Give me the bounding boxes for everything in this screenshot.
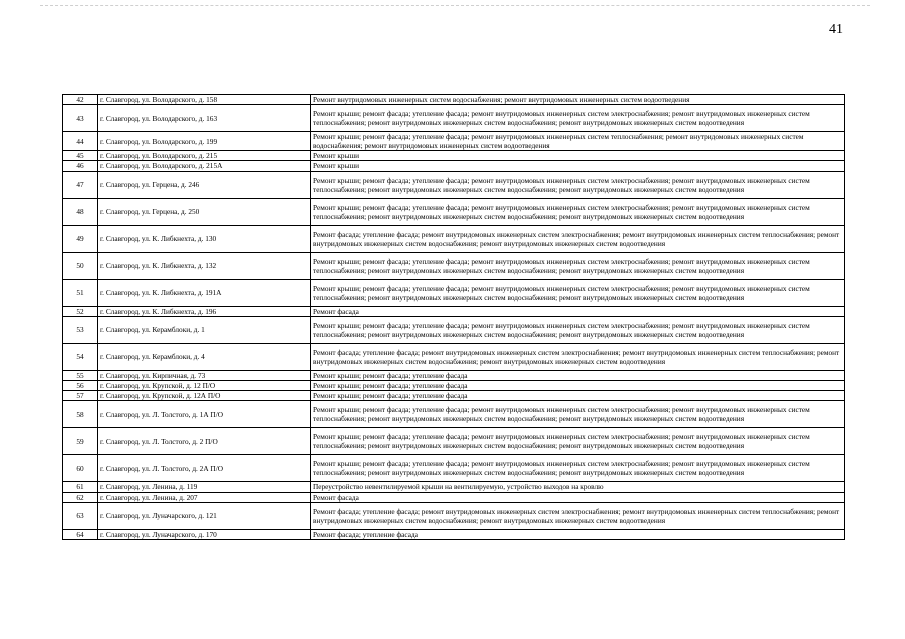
repair-works: Ремонт крыши; ремонт фасада; утепление фасада; ремонт внутридомовых инженерных систем электроснабжения; ремонт внутридомовых инженерных систем теплоснабжения; ремонт внутридомовых инженерных систем водоснабжения; ремонт внутридомовых инженерных систем водоотведения xyxy=(311,198,845,225)
table-row xyxy=(63,105,845,132)
row-number: 53 xyxy=(63,316,98,343)
repair-works: Ремонт крыши; ремонт фасада; утепление фасада; ремонт внутридомовых инженерных систем электроснабжения; ремонт внутридомовых инженерных систем теплоснабжения; ремонт внутридомовых инженерных систем водоснабжения; ремонт внутридомовых инженерных систем водоотведения xyxy=(311,316,845,343)
row-number: 61 xyxy=(63,482,98,492)
repair-works: Ремонт фасада; утепление фасада; ремонт внутридомовых инженерных систем электроснабжения; ремонт внутридомовых инженерных систем теплоснабжения; ремонт внутридомовых инженерных систем водоснабжения; ремонт внутридомовых инженерных систем водоотведения xyxy=(311,502,845,529)
building-address: г. Славгород, ул. Л. Толстого, д. 1А П/О xyxy=(98,401,311,428)
building-address: г. Славгород, ул. Володарского, д. 215А xyxy=(98,161,311,171)
row-number: 64 xyxy=(63,529,98,539)
repair-works: Ремонт фасада; утепление фасада; ремонт внутридомовых инженерных систем электроснабжения; ремонт внутридомовых инженерных систем теплоснабжения; ремонт внутридомовых инженерных систем водоснабжения; ремонт внутридомовых инженерных систем водоотведения xyxy=(311,343,845,370)
repair-works: Ремонт крыши xyxy=(311,161,845,171)
repair-works-table xyxy=(62,94,845,540)
building-address: г. Славгород, ул. Володарского, д. 158 xyxy=(98,95,311,105)
repair-works: Ремонт крыши; ремонт фасада; утепление фасада; ремонт внутридомовых инженерных систем электроснабжения; ремонт внутридомовых инженерных систем теплоснабжения; ремонт внутридомовых инженерных систем водоснабжения; ремонт внутридомовых инженерных систем водоотведения xyxy=(311,455,845,482)
table-row xyxy=(63,151,845,161)
table-row xyxy=(63,252,845,279)
building-address: г. Славгород, ул. К. Либкнехта, д. 196 xyxy=(98,306,311,316)
row-number: 48 xyxy=(63,198,98,225)
scan-top-rule xyxy=(40,5,870,6)
table-row xyxy=(63,492,845,502)
repair-works: Ремонт внутридомовых инженерных систем водоснабжения; ремонт внутридомовых инженерных систем водоотведения xyxy=(311,95,845,105)
repair-works: Ремонт крыши; ремонт фасада; утепление фасада; ремонт внутридомовых инженерных систем электроснабжения; ремонт внутридомовых инженерных систем теплоснабжения; ремонт внутридомовых инженерных систем водоснабжения; ремонт внутридомовых инженерных систем водоотведения xyxy=(311,279,845,306)
table-body xyxy=(63,95,845,540)
building-address: г. Славгород, ул. К. Либкнехта, д. 191А xyxy=(98,279,311,306)
row-number: 63 xyxy=(63,502,98,529)
row-number: 44 xyxy=(63,132,98,151)
repair-works: Ремонт крыши; ремонт фасада; утепление фасада; ремонт внутридомовых инженерных систем электроснабжения; ремонт внутридомовых инженерных систем теплоснабжения; ремонт внутридомовых инженерных систем водоснабжения; ремонт внутридомовых инженерных систем водоотведения xyxy=(311,252,845,279)
row-number: 59 xyxy=(63,428,98,455)
building-address: г. Славгород, ул. Володарского, д. 215 xyxy=(98,151,311,161)
row-number: 42 xyxy=(63,95,98,105)
repair-works: Ремонт крыши; ремонт фасада; утепление фасада; ремонт внутридомовых инженерных систем электроснабжения; ремонт внутридомовых инженерных систем теплоснабжения; ремонт внутридомовых инженерных систем водоснабжения; ремонт внутридомовых инженерных систем водоотведения xyxy=(311,401,845,428)
table-row xyxy=(63,132,845,151)
row-number: 62 xyxy=(63,492,98,502)
table-row xyxy=(63,306,845,316)
repair-works: Ремонт фасада; утепление фасада; ремонт внутридомовых инженерных систем электроснабжения; ремонт внутридомовых инженерных систем теплоснабжения; ремонт внутридомовых инженерных систем водоснабжения; ремонт внутридомовых инженерных систем водоотведения xyxy=(311,225,845,252)
building-address: г. Славгород, ул. Володарского, д. 199 xyxy=(98,132,311,151)
building-address: г. Славгород, ул. Володарского, д. 163 xyxy=(98,105,311,132)
building-address: г. Славгород, ул. К. Либкнехта, д. 132 xyxy=(98,252,311,279)
row-number: 58 xyxy=(63,401,98,428)
building-address: г. Славгород, ул. Кирпичная, д. 73 xyxy=(98,370,311,380)
building-address: г. Славгород, ул. Крупской, д. 12А П/О xyxy=(98,391,311,401)
repair-works: Ремонт крыши; ремонт фасада; утепление фасада; ремонт внутридомовых инженерных систем теплоснабжения; ремонт внутридомовых инженерных систем водоснабжения; ремонт внутридомовых инженерных систем водоотведения xyxy=(311,132,845,151)
table-row xyxy=(63,381,845,391)
row-number: 60 xyxy=(63,455,98,482)
table-row xyxy=(63,502,845,529)
table-row xyxy=(63,343,845,370)
building-address: г. Славгород, ул. Луначарского, д. 170 xyxy=(98,529,311,539)
table-row xyxy=(63,161,845,171)
building-address: г. Славгород, ул. Ленина, д. 119 xyxy=(98,482,311,492)
row-number: 52 xyxy=(63,306,98,316)
repair-works: Ремонт крыши; ремонт фасада; утепление фасада; ремонт внутридомовых инженерных систем электроснабжения; ремонт внутридомовых инженерных систем теплоснабжения; ремонт внутридомовых инженерных систем водоснабжения; ремонт внутридомовых инженерных систем водоотведения xyxy=(311,105,845,132)
row-number: 49 xyxy=(63,225,98,252)
repair-works: Переустройство невентилируемой крыши на вентилируемую, устройство выходов на кровлю xyxy=(311,482,845,492)
building-address: г. Славгород, ул. Ленина, д. 207 xyxy=(98,492,311,502)
row-number: 51 xyxy=(63,279,98,306)
table-row xyxy=(63,455,845,482)
repair-works: Ремонт крыши; ремонт фасада; утепление фасада xyxy=(311,370,845,380)
repair-works: Ремонт фасада xyxy=(311,306,845,316)
building-address: г. Славгород, ул. Л. Толстого, д. 2 П/О xyxy=(98,428,311,455)
row-number: 54 xyxy=(63,343,98,370)
table-row xyxy=(63,529,845,539)
repair-works: Ремонт фасада xyxy=(311,492,845,502)
table-row xyxy=(63,391,845,401)
table-row xyxy=(63,225,845,252)
row-number: 57 xyxy=(63,391,98,401)
building-address: г. Славгород, ул. Крупской, д. 12 П/О xyxy=(98,381,311,391)
repair-works: Ремонт крыши; ремонт фасада; утепление фасада xyxy=(311,391,845,401)
table-row xyxy=(63,279,845,306)
row-number: 56 xyxy=(63,381,98,391)
building-address: г. Славгород, ул. Л. Толстого, д. 2А П/О xyxy=(98,455,311,482)
table-row xyxy=(63,482,845,492)
repair-works: Ремонт фасада; утепление фасада xyxy=(311,529,845,539)
repair-works: Ремонт крыши; ремонт фасада; утепление фасада; ремонт внутридомовых инженерных систем электроснабжения; ремонт внутридомовых инженерных систем теплоснабжения; ремонт внутридомовых инженерных систем водоснабжения; ремонт внутридомовых инженерных систем водоотведения xyxy=(311,428,845,455)
row-number: 50 xyxy=(63,252,98,279)
building-address: г. Славгород, ул. Луначарского, д. 121 xyxy=(98,502,311,529)
table-row xyxy=(63,428,845,455)
table-row xyxy=(63,316,845,343)
building-address: г. Славгород, ул. К. Либкнехта, д. 130 xyxy=(98,225,311,252)
row-number: 47 xyxy=(63,171,98,198)
building-address: г. Славгород, ул. Герцена, д. 246 xyxy=(98,171,311,198)
table-row xyxy=(63,401,845,428)
repair-works: Ремонт крыши xyxy=(311,151,845,161)
row-number: 55 xyxy=(63,370,98,380)
building-address: г. Славгород, ул. Керамблоки, д. 1 xyxy=(98,316,311,343)
row-number: 45 xyxy=(63,151,98,161)
building-address: г. Славгород, ул. Керамблоки, д. 4 xyxy=(98,343,311,370)
row-number: 43 xyxy=(63,105,98,132)
repair-works: Ремонт крыши; ремонт фасада; утепление фасада xyxy=(311,381,845,391)
table-row xyxy=(63,95,845,105)
table-row xyxy=(63,370,845,380)
page-number: 41 xyxy=(829,22,843,37)
table-row xyxy=(63,171,845,198)
repair-works: Ремонт крыши; ремонт фасада; утепление фасада; ремонт внутридомовых инженерных систем электроснабжения; ремонт внутридомовых инженерных систем теплоснабжения; ремонт внутридомовых инженерных систем водоснабжения; ремонт внутридомовых инженерных систем водоотведения xyxy=(311,171,845,198)
building-address: г. Славгород, ул. Герцена, д. 250 xyxy=(98,198,311,225)
table-row xyxy=(63,198,845,225)
row-number: 46 xyxy=(63,161,98,171)
